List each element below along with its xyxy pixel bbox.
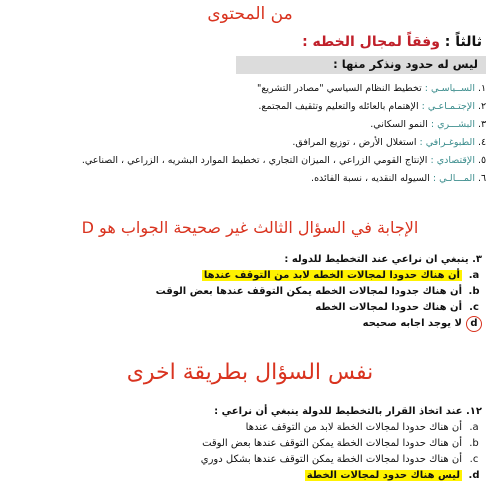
option-a (12, 420, 482, 436)
alt-note: نفس السؤال بطريقة اخرى (126, 360, 374, 385)
option-text: أن هناك حدودا لمجالات الخطة لابد من التوقف عندها (245, 422, 462, 433)
item-key: البشـــري : (430, 119, 475, 130)
option-c (12, 300, 482, 316)
list-item (2, 152, 492, 170)
option-letter: b. (469, 438, 479, 449)
option-text: أن هناك حدودا لمجالات الخطة يمكن التوقف عندها بشكل دوري (200, 454, 462, 465)
option-letter: c. (469, 302, 479, 313)
item-number: ٣. (478, 119, 487, 130)
page-title: من المحتوى (207, 4, 293, 24)
option-letter: d. (468, 470, 480, 481)
answer-note: الإجابة في السؤال الثالث غير صحيحة الجواب هو D (81, 218, 419, 237)
item-text: النمو السكاني. (370, 119, 428, 130)
option-c (12, 452, 482, 468)
option-text: لا يوجد اجابه صحيحه (362, 318, 462, 329)
answer-circle: d (466, 316, 482, 332)
option-text: أن هناك حدودا لمجالات الخطة يمكن التوقف عندها بعض الوقت (202, 438, 462, 449)
question-title: ١٢. عند اتخاذ القرار بالتخطيط للدولة ينبغي أن نراعي : (214, 406, 482, 417)
item-number: ٦. (478, 173, 487, 184)
item-number: ١. (478, 83, 487, 94)
list-item (2, 170, 492, 188)
fields-list (2, 80, 492, 188)
option-a (12, 268, 482, 284)
list-item (2, 116, 492, 134)
item-text: الإنتاج القومي الزراعي ، الميزان التجاري ، تخطيط الموارد البشريه ، الزراعي ، الصناعي. (81, 155, 428, 166)
item-number: ٢. (478, 101, 487, 112)
item-key: المـــالـي : (432, 173, 475, 184)
list-item (2, 80, 492, 98)
question-title: ٣. ينبغي ان نراعي عند التخطيط للدوله : (284, 254, 482, 265)
option-d (12, 468, 482, 484)
section-heading (302, 34, 482, 50)
section-label: ثالثاً : (444, 34, 482, 50)
option-text: أن هناك جدودا لمجالات الخطه يمكن التوقف عندها بعض الوقت (155, 286, 462, 297)
question-1 (12, 252, 482, 332)
item-text: تخطيط النظام السياسي "مصادر التشريع" (256, 83, 422, 94)
item-key: الإجتـمـاعـي : (421, 101, 475, 112)
option-text: أن هناك حدودا لمجالات الخطه (315, 302, 462, 313)
option-letter: a. (468, 270, 480, 281)
item-key: الإقتصادي : (430, 155, 475, 166)
note-box: ليس له حدود ونذكر منها : (236, 56, 486, 74)
option-letter: c. (469, 454, 479, 465)
option-letter: a. (469, 422, 479, 433)
item-text: السيوله النقديه ، نسبة الفائده. (311, 173, 430, 184)
item-key: الســياسـي : (424, 83, 475, 94)
list-item (2, 134, 492, 152)
item-text: الإهتمام بالعائله والتعليم وتثقيف المجتمع. (258, 101, 419, 112)
item-number: ٥. (478, 155, 487, 166)
question-2 (12, 404, 482, 484)
option-text-highlighted: أن هناك حدودا لمجالات الخطه لابد من التوقف عندها (203, 270, 460, 281)
section-value: وفقاً لمجال الخطه : (302, 34, 440, 50)
item-key: الطبوغـرافي : (419, 137, 475, 148)
option-letter: b. (468, 286, 480, 297)
list-item (2, 98, 492, 116)
option-d (12, 316, 482, 332)
option-text-highlighted: ليس هناك حدود لمجالات الخطة (306, 470, 460, 481)
item-number: ٤. (478, 137, 487, 148)
item-text: استغلال الأرض ، توزيع المرافق. (292, 137, 417, 148)
option-b (12, 284, 482, 300)
option-b (12, 436, 482, 452)
